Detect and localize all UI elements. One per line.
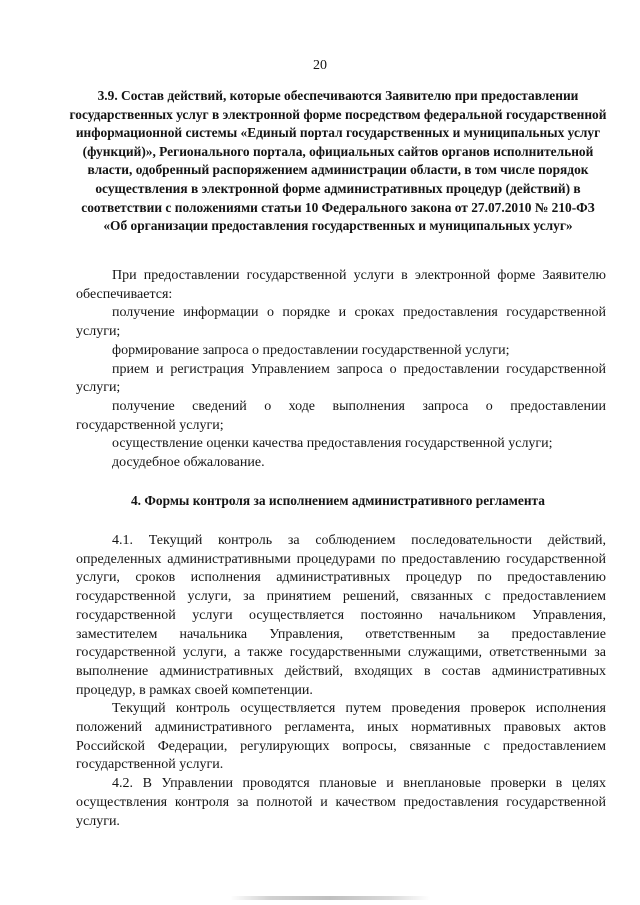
- list-item: формирование запроса о предоставлении государственной услуги;: [112, 342, 510, 358]
- paragraph: Текущий контроль осуществляется путем проведения проверок исполнения положений административного регламента, иных нормативных правовых актов Российской Федерации, регулирующих вопросы, связанные с предоставлением государственной услуги.: [76, 701, 606, 773]
- section-4-body: [76, 532, 606, 831]
- list-item: осуществление оценки качества предоставления государственной услуги;: [112, 436, 553, 452]
- list-item: прием и регистрация Управлением запроса о предоставлении государственной услуги;: [76, 361, 606, 396]
- section-3-9-heading: 3.9. Состав действий, которые обеспечиваются Заявителю при предоставлении государственных услуг в электронной форме посредством федеральной государственной информационной системы «Единый портал государственных и муниципальных услуг (функций)», Регионального портала, официальных сайтов органов исполнительной власти, одобренный распоряжением администрации области, в том числе порядок осуществления в электронной форме административных процедур (действий) в соответствии с положениями статьи 10 Федерального закона от 27.07.2010 № 210-ФЗ «Об организации предоставления государственных и муниципальных услуг»: [69, 88, 607, 234]
- paragraph: 4.1. Текущий контроль за соблюдением последовательности действий, определенных административными процедурами по предоставлению государственной услуги, сроков исполнения административных процедур по предоставлению государственной услуги, за принятием решений, связанных с предоставлением государственной услуги осуществляется постоянно начальником Управления, заместителем начальника Управления, ответственным за предоставление государственной услуги, а также государственными служащими, ответственными за выполнение административных действий, входящих в состав административных процедур, в рамках своей компетенции.: [76, 533, 606, 698]
- section-4-heading: 4. Формы контроля за исполнением административного регламента: [130, 493, 545, 508]
- list-item: досудебное обжалование.: [112, 455, 265, 471]
- list-item: получение сведений о ходе выполнения запроса о предоставлении государственной услуги;: [76, 398, 606, 433]
- list-item: получение информации о порядке и сроках предоставления государственной услуги;: [76, 305, 606, 340]
- paragraph: 4.2. В Управлении проводятся плановые и внеплановые проверки в целях осуществления контроля за полнотой и качеством предоставления государственной услуги.: [76, 776, 606, 829]
- footer-smudge: [230, 896, 430, 900]
- paragraph: При предоставлении государственной услуги в электронной форме Заявителю обеспечивается:: [76, 268, 606, 302]
- section-3-9-body: [76, 267, 606, 473]
- page-number: 20: [313, 58, 327, 73]
